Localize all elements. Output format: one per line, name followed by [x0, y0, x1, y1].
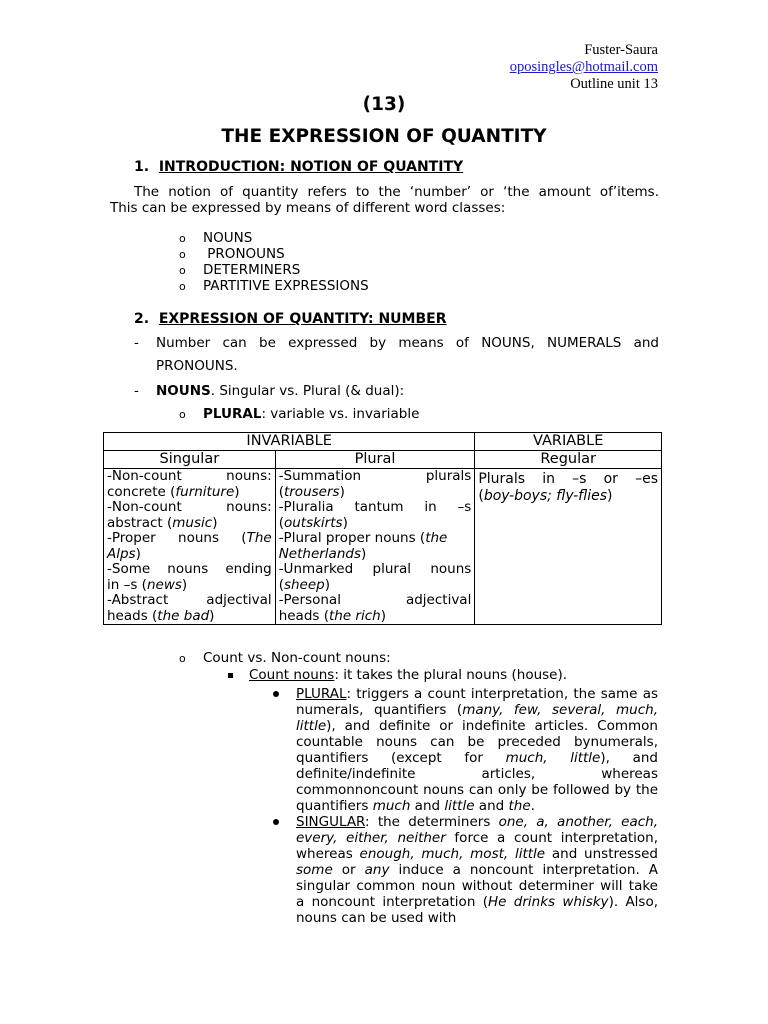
dash-bullet: - — [134, 335, 139, 351]
table-row-line: -Pluralia tantum in –s — [278, 499, 472, 515]
page-title: THE EXPRESSION OF QUANTITY — [221, 126, 547, 147]
list-item: PARTITIVE EXPRESSIONS — [203, 278, 369, 294]
table-row-line: heads (the rich) — [278, 607, 386, 624]
table-row-line: -Proper nouns (The — [107, 530, 272, 546]
table-row-line: (outskirts) — [278, 514, 348, 531]
table-header-variable: VARIABLE — [475, 433, 662, 451]
table-header-singular: Singular — [104, 451, 276, 469]
list-bullet-icon: o — [179, 264, 186, 277]
square-bullet-icon — [228, 673, 233, 678]
table-header-regular: Regular — [475, 451, 662, 469]
plural-paragraph: PLURAL: triggers a count interpretation, the same as numerals, quantifiers (many, few, several, much, little), and definite or indefinite articles. Common countable nouns can be preceded bynumerals, quantifiers (except for much, little), and definite/indefinite articles, whereas commonnoncount nouns can only be followed by the quantifiers much and little and the. — [296, 686, 659, 814]
table-row-line: -Non-count nouns: — [107, 468, 272, 484]
table-row-line: -Unmarked plural nouns — [278, 561, 472, 577]
table-row-line: in –s (news) — [107, 576, 188, 593]
table-row-line: -Personal adjectival — [278, 592, 472, 608]
singular-cell — [104, 469, 276, 625]
count-noncount-item: Count vs. Non-count nouns: — [203, 650, 391, 666]
table-row-line: -Non-count nouns: — [107, 499, 272, 515]
number-table — [103, 432, 662, 625]
list-bullet-icon: o — [179, 408, 186, 421]
list-bullet-icon: o — [179, 652, 186, 665]
list-bullet-icon: o — [179, 248, 186, 261]
table-row-line: (boy-boys; fly-flies) — [478, 488, 613, 504]
list-item: NOUNS — [203, 230, 253, 246]
table-row-line: Alps) — [107, 545, 141, 562]
number-paragraph-line-1: Number can be expressed by means of NOUNS, NUMERALS and — [156, 335, 659, 351]
table-row-line: -Abstract adjectival — [107, 592, 272, 608]
author-name: Fuster-Saura — [584, 42, 658, 58]
outline-label: Outline unit 13 — [570, 76, 658, 92]
section-1-line-2: This can be expressed by means of different word classes: — [110, 200, 506, 216]
email-link[interactable]: oposingles@hotmail.com — [509, 59, 658, 75]
unit-number: (13) — [362, 94, 406, 115]
list-bullet-icon: o — [179, 232, 186, 245]
singular-paragraph: SINGULAR: the determiners one, a, another, each, every, either, neither force a count interpretation, whereas enough, much, most, little and unstressed some or any induce a noncount interpretation. A singular common noun without determiner will take a noncount interpretation (He drinks whisky). Also, nouns can be used with — [296, 814, 659, 926]
table-row-line: heads (the bad) — [107, 607, 215, 624]
round-bullet-icon — [273, 691, 279, 697]
table-row-line: -Summation plurals — [278, 468, 472, 484]
section-2-heading: 2. EXPRESSION OF QUANTITY: NUMBER — [134, 311, 447, 327]
regular-cell — [475, 469, 662, 625]
table-row-line: (trousers) — [278, 483, 345, 500]
table-row-line: concrete (furniture) — [107, 483, 240, 500]
number-paragraph-line-2: PRONOUNS. — [156, 358, 238, 374]
section-1-line-1: The notion of quantity refers to the ‘number’ or ‘the amount of’items. — [134, 184, 659, 200]
plural-line: PLURAL: variable vs. invariable — [203, 406, 420, 422]
plural-cell — [275, 469, 475, 625]
section-1-heading: 1. INTRODUCTION: NOTION OF QUANTITY — [134, 159, 464, 175]
count-nouns-line: Count nouns: it takes the plural nouns (house). — [249, 667, 568, 683]
table-row-line: -Plural proper nouns (the — [278, 530, 448, 546]
table-header-plural: Plural — [275, 451, 475, 469]
nouns-line: NOUNS. Singular vs. Plural (& dual): — [156, 383, 405, 399]
table-row-line: abstract (music) — [107, 514, 218, 531]
dash-bullet: - — [134, 383, 139, 399]
table-row-line: Plurals in –s or –es — [478, 471, 658, 487]
table-header-invariable: INVARIABLE — [104, 433, 475, 451]
table-row-line: Netherlands) — [278, 545, 367, 562]
table-row-line: -Some nouns ending — [107, 561, 272, 577]
list-bullet-icon: o — [179, 280, 186, 293]
document-header — [510, 42, 658, 93]
list-item: PRONOUNS — [203, 246, 285, 262]
list-item: DETERMINERS — [203, 262, 301, 278]
table-row-line: (sheep) — [278, 576, 331, 593]
round-bullet-icon — [273, 819, 279, 825]
